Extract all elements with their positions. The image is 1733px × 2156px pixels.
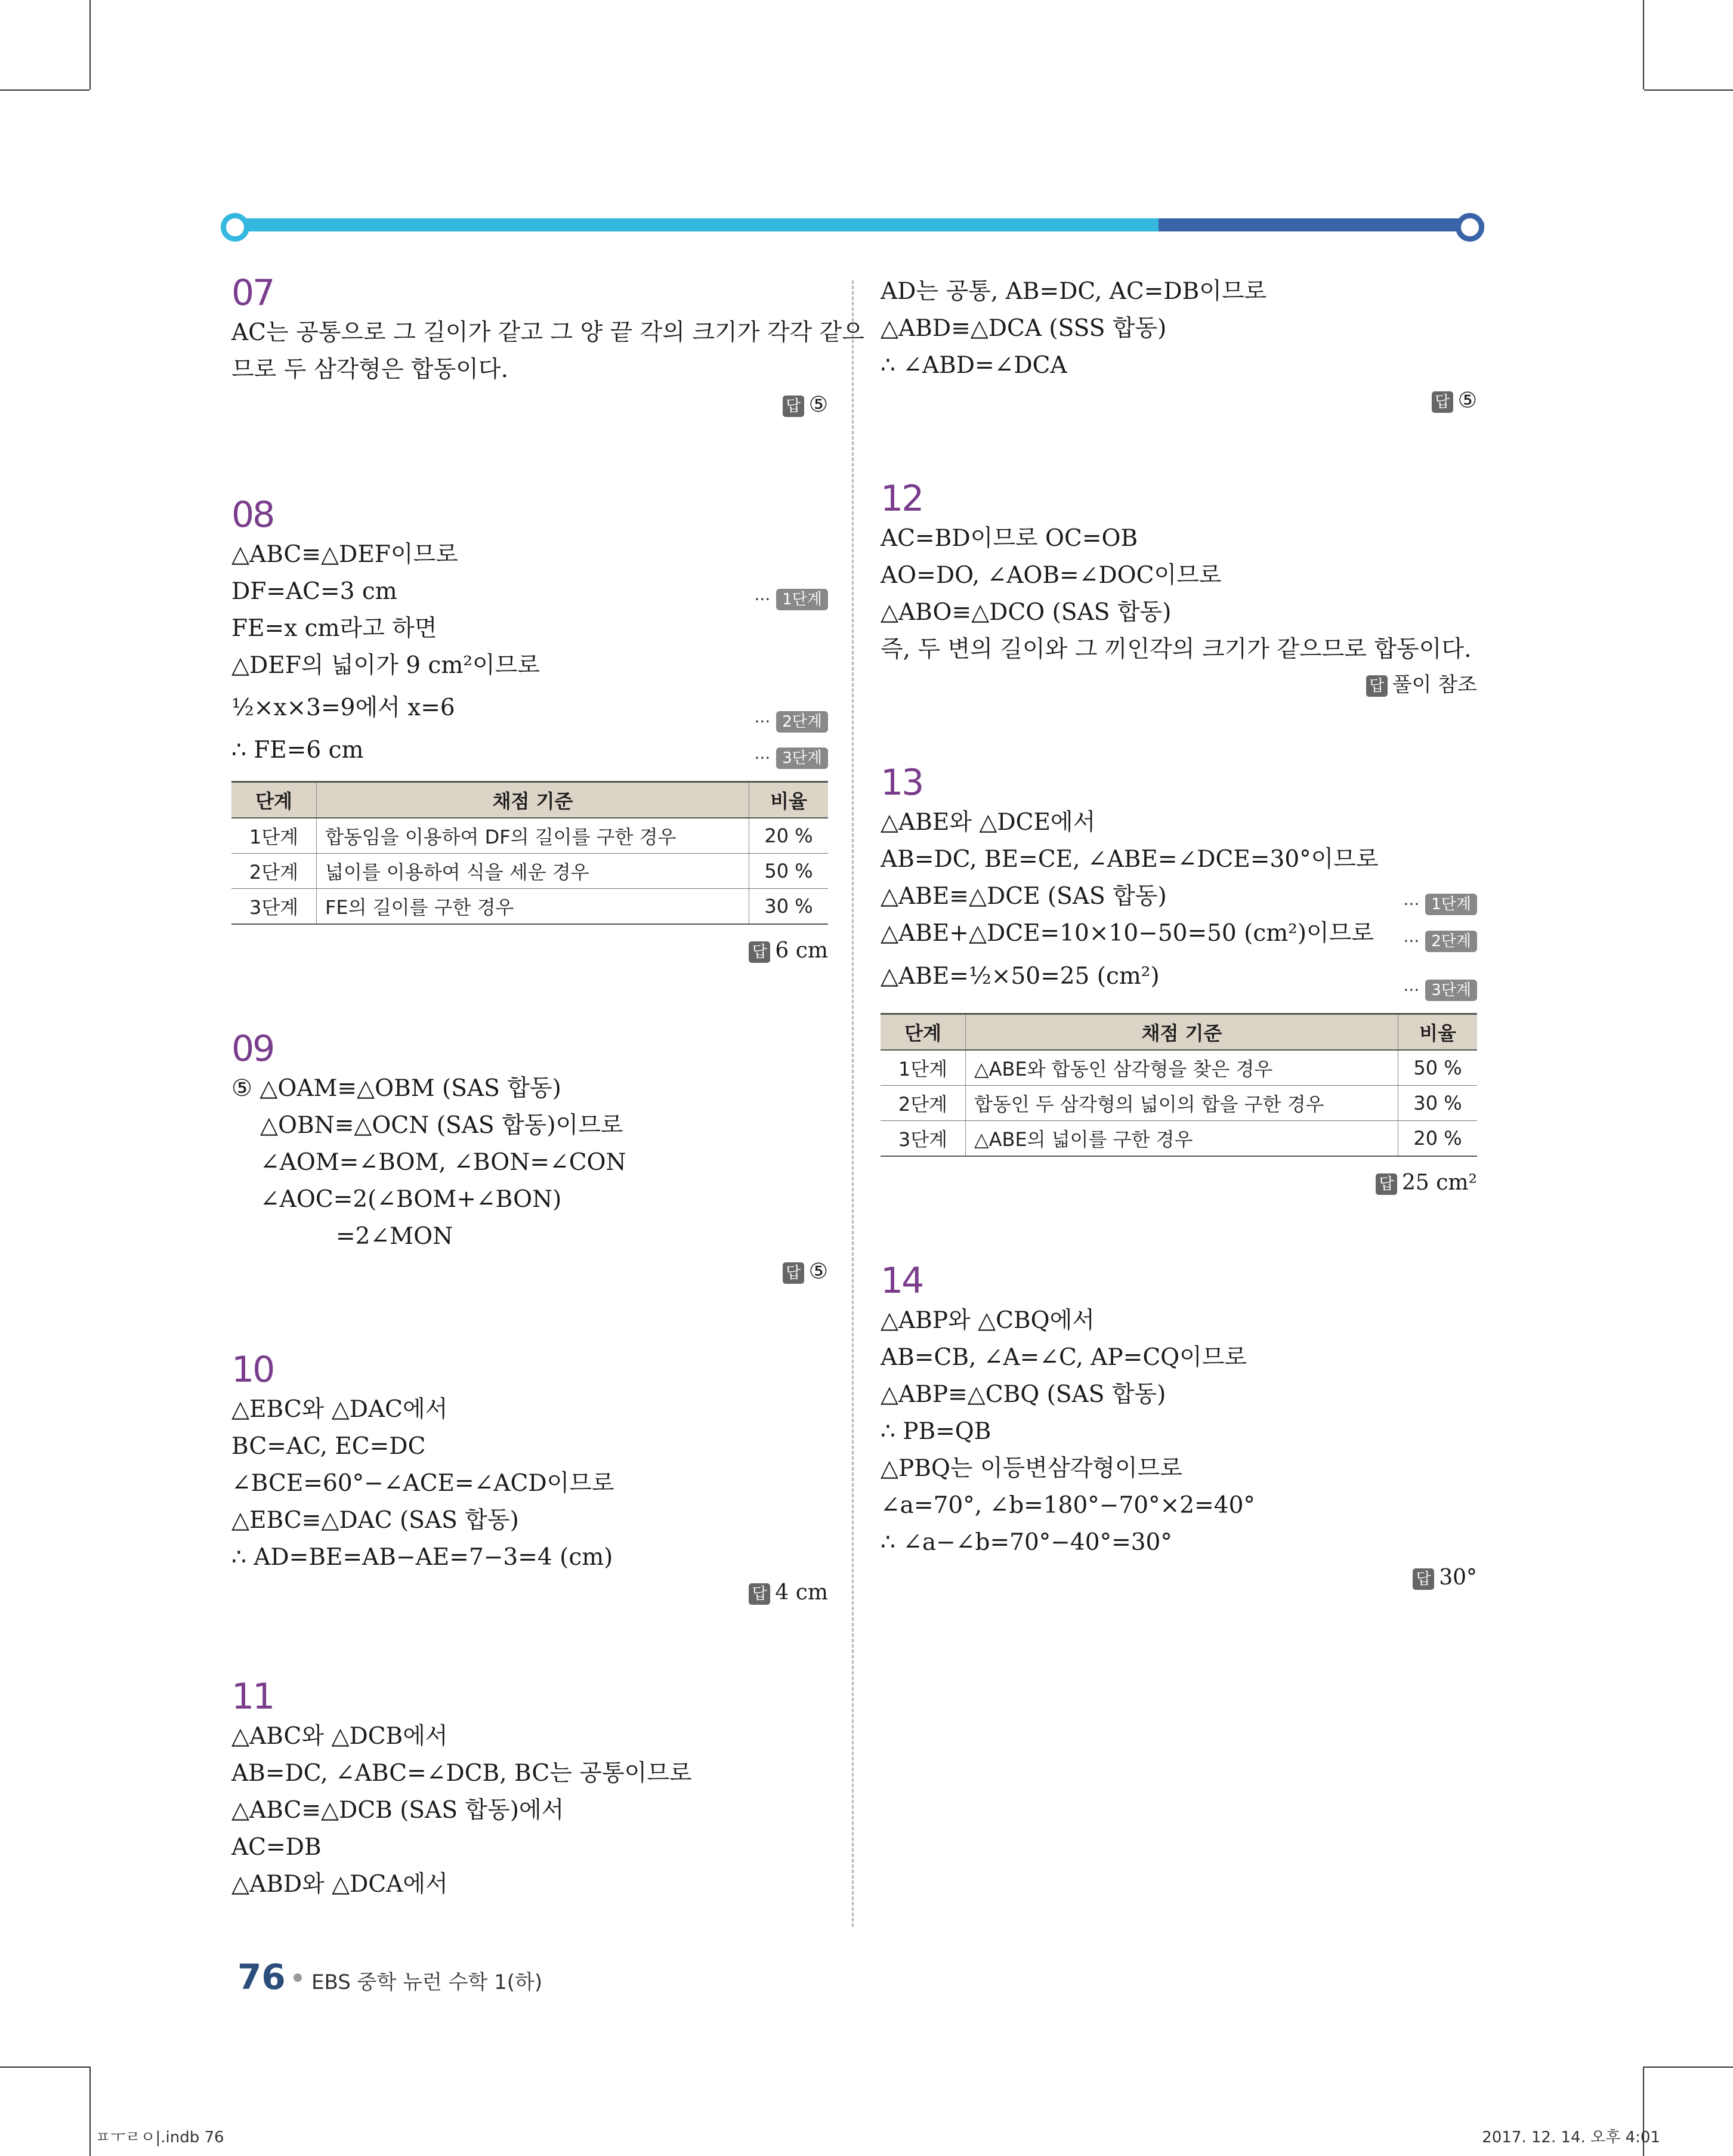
solution-line: △OBN≡△OCN (SAS 합동)이므로 (260, 1112, 623, 1139)
cell-step: 3단계 (231, 889, 317, 925)
cell-criteria: 합동임을 이용하여 DF의 길이를 구한 경우 (317, 818, 749, 854)
answer-mark-icon: 답 (749, 941, 770, 963)
answer-mark-icon: 답 (783, 396, 804, 417)
cell-criteria: FE의 길이를 구한 경우 (317, 889, 749, 925)
step-dots: ··· (754, 748, 771, 768)
problem-14 (881, 1259, 1477, 1595)
solution-line (881, 915, 1477, 952)
cell-criteria: △ABE와 합동인 삼각형을 찾은 경우 (966, 1050, 1398, 1086)
answer-mark-icon: 답 (783, 1262, 804, 1284)
solution-line: 므로 두 삼각형은 합동이다. (231, 356, 509, 383)
solution-line: △EBC≡△DAC (SAS 합동) (231, 1507, 519, 1534)
cell-step: 1단계 (231, 818, 317, 854)
step-dots: ··· (1403, 931, 1420, 951)
cell-step: 3단계 (881, 1121, 966, 1157)
problem-number: 14 (881, 1260, 923, 1302)
answer (231, 1255, 828, 1289)
cell-ratio: 20 % (1398, 1121, 1478, 1157)
solution-line: △ABD와 △DCA에서 (231, 1871, 448, 1898)
answer (231, 1576, 828, 1610)
step-dots: ··· (754, 589, 771, 609)
line-text: △ABE≡△DCE (SAS 합동) (881, 883, 1167, 910)
solution-line: △ABE와 △DCE에서 (881, 809, 1096, 836)
solution-line: AC=BD이므로 OC=OB (881, 525, 1138, 552)
step-badge: 1단계 (1425, 894, 1477, 915)
scoring-table (881, 1013, 1477, 1157)
solution-line: ⑤ △OAM≡△OBM (SAS 합동) (231, 1075, 561, 1102)
solution-line (881, 952, 1477, 1001)
crop-mark (1644, 2067, 1733, 2068)
answer-mark-icon: 답 (1413, 1568, 1434, 1590)
problem-13 (881, 761, 1477, 1200)
header-bar-right-cap (1456, 213, 1484, 242)
answer (881, 668, 1477, 702)
cell-step: 2단계 (231, 854, 317, 889)
solution-line: ∠AOC=2(∠BOM+∠BON) (260, 1186, 562, 1213)
step-badge: 2단계 (1425, 931, 1477, 952)
header-criteria: 채점 기준 (966, 1014, 1398, 1051)
solution-line: ∴ ∠ABD=∠DCA (881, 352, 1067, 379)
answer (231, 934, 828, 968)
solution-line: ∴ AD=BE=AB−AE=7−3=4 (cm) (231, 1544, 613, 1571)
table-row (231, 854, 828, 889)
table-row (881, 1050, 1477, 1086)
solution-line: △ABD≡△DCA (SSS 합동) (881, 315, 1167, 342)
solution-line: AC는 공통으로 그 길이가 같고 그 양 끝 각의 크기가 각각 같으 (231, 319, 864, 346)
cell-step: 1단계 (881, 1050, 966, 1086)
solution-line: AB=CB, ∠A=∠C, AP=CQ이므로 (881, 1344, 1247, 1371)
solution-line: △ABO≡△DCO (SAS 합동) (881, 599, 1172, 626)
answer-value: ⑤ (808, 1259, 828, 1284)
crop-mark (0, 2067, 89, 2068)
answer-value: 6 cm (775, 938, 828, 963)
scoring-table (231, 781, 828, 925)
cell-criteria: △ABE의 넓이를 구한 경우 (966, 1121, 1398, 1157)
answer (881, 384, 1477, 418)
header-ratio: 비율 (1398, 1014, 1478, 1051)
footer-bullet-icon (294, 1973, 302, 1982)
solution-line: △ABC와 △DCB에서 (231, 1723, 448, 1750)
left-column (231, 271, 864, 1903)
answer (881, 1166, 1477, 1200)
cell-criteria: 합동인 두 삼각형의 넓이의 합을 구한 경우 (966, 1086, 1398, 1121)
cell-ratio: 50 % (749, 854, 829, 889)
problem-09 (231, 1027, 828, 1289)
answer-mark-icon: 답 (1376, 1173, 1397, 1195)
solution-line: =2∠MON (336, 1223, 453, 1250)
problem-12 (881, 477, 1477, 702)
solution-line: AD는 공통, AB=DC, AC=DB이므로 (881, 278, 1267, 305)
solution-line (231, 684, 828, 732)
answer-mark-icon: 답 (1366, 675, 1388, 697)
step-dots: ··· (754, 712, 771, 731)
solution-line: 즉, 두 변의 길이와 그 끼인각의 크기가 같으므로 합동이다. (881, 636, 1472, 663)
solution-line: △ABP≡△CBQ (SAS 합동) (881, 1381, 1166, 1408)
answer (231, 388, 828, 422)
line-text: ∴ FE=6 cm (231, 737, 364, 764)
answer-mark-icon: 답 (1432, 391, 1453, 413)
right-column (881, 273, 1477, 1595)
solution-line: ∠BCE=60°−∠ACE=∠ACD이므로 (231, 1470, 614, 1497)
problem-11-continued (881, 273, 1477, 418)
crop-mark (89, 0, 91, 89)
solution-line (231, 732, 828, 769)
problem-number: 07 (231, 272, 274, 314)
cell-step: 2단계 (881, 1086, 966, 1121)
solution-line: ∴ PB=QB (881, 1418, 991, 1445)
step-badge: 3단계 (1425, 980, 1477, 1001)
header-criteria: 채점 기준 (317, 782, 749, 818)
step-badge: 1단계 (776, 589, 828, 610)
crop-mark (1643, 0, 1644, 89)
answer-value: ⑤ (808, 393, 828, 417)
header-step: 단계 (881, 1014, 966, 1051)
step-marker (755, 739, 828, 777)
answer (881, 1561, 1477, 1595)
solution-line: AB=DC, ∠ABC=∠DCB, BC는 공통이므로 (231, 1760, 692, 1787)
cell-criteria: 넓이를 이용하여 식을 세운 경우 (317, 854, 749, 889)
line-text: ½×x×3=9에서 x=6 (231, 694, 455, 721)
table-row (231, 818, 828, 854)
solution-line: △DEF의 넓이가 9 cm²이므로 (231, 652, 540, 679)
crop-mark (0, 89, 89, 91)
problem-10 (231, 1348, 828, 1610)
page-number: 76 (237, 1957, 286, 1997)
print-slug-file: ㅍㅜㄹㅇ|.indb 76 (95, 2129, 224, 2146)
answer-value: 30° (1439, 1565, 1477, 1590)
solution-line: △ABC≡△DEF이므로 (231, 541, 458, 568)
cell-ratio: 20 % (749, 818, 829, 854)
answer-value: ⑤ (1457, 388, 1477, 413)
crop-mark (89, 2067, 91, 2156)
problem-number: 11 (231, 1676, 274, 1718)
solution-line: △PBQ는 이등변삼각형이므로 (881, 1455, 1183, 1482)
cell-ratio: 30 % (1398, 1086, 1478, 1121)
solution-line (231, 573, 828, 610)
step-badge: 3단계 (776, 748, 828, 769)
problem-number: 08 (231, 494, 274, 536)
header-step: 단계 (231, 782, 317, 818)
solution-line: ∠a=70°, ∠b=180°−70°×2=40° (881, 1492, 1255, 1519)
answer-value: 25 cm² (1402, 1170, 1477, 1195)
header-ratio: 비율 (749, 782, 829, 818)
column-divider (852, 280, 854, 1927)
answer-value: 풀이 참조 (1392, 673, 1477, 697)
header-bar-left-cap (221, 213, 249, 242)
table-row (881, 1121, 1477, 1157)
answer-mark-icon: 답 (749, 1583, 770, 1605)
step-badge: 2단계 (776, 711, 828, 733)
cell-ratio: 30 % (749, 889, 829, 925)
problem-08 (231, 493, 828, 968)
footer-book-title: EBS 중학 뉴런 수학 1(하) (311, 1970, 543, 1994)
problem-11 (231, 1675, 828, 1903)
problem-number: 13 (881, 762, 923, 804)
cell-ratio: 50 % (1398, 1050, 1478, 1086)
line-text: △ABE=½×50=25 (cm²) (881, 963, 1160, 990)
answer-value: 4 cm (775, 1580, 828, 1605)
solution-line: AC=DB (231, 1834, 322, 1861)
step-dots: ··· (1403, 894, 1420, 914)
problem-number: 09 (231, 1028, 274, 1070)
solution-line: ∠AOM=∠BOM, ∠BON=∠CON (260, 1149, 626, 1176)
step-marker (1404, 965, 1477, 1015)
solution-line: AB=DC, BE=CE, ∠ABE=∠DCE=30°이므로 (881, 846, 1379, 873)
problem-number: 12 (881, 478, 923, 520)
crop-mark (1644, 89, 1733, 91)
solution-line: BC=AC, EC=DC (231, 1433, 426, 1460)
table-row (231, 889, 828, 925)
header-bar (231, 218, 1484, 231)
line-text: DF=AC=3 cm (231, 578, 397, 605)
step-dots: ··· (1403, 980, 1420, 1000)
print-slug-date: 2017. 12. 14. 오후 4:01 (1482, 2129, 1660, 2146)
table-header-row (231, 782, 828, 818)
solution-line: FE=x cm라고 하면 (231, 615, 437, 642)
problem-number: 10 (231, 1349, 274, 1391)
problem-07 (231, 271, 864, 422)
solution-line: AO=DO, ∠AOB=∠DOC이므로 (881, 562, 1222, 589)
solution-line: △ABP와 △CBQ에서 (881, 1307, 1095, 1334)
table-row (881, 1086, 1477, 1121)
line-text: △ABE+△DCE=10×10−50=50 (cm²)이므로 (881, 920, 1374, 947)
table-header-row (881, 1014, 1477, 1051)
solution-line: ∴ ∠a−∠b=70°−40°=30° (881, 1529, 1172, 1556)
solution-line: △EBC와 △DAC에서 (231, 1396, 448, 1423)
solution-line: △ABC≡△DCB (SAS 합동)에서 (231, 1797, 564, 1824)
solution-line (881, 878, 1477, 915)
